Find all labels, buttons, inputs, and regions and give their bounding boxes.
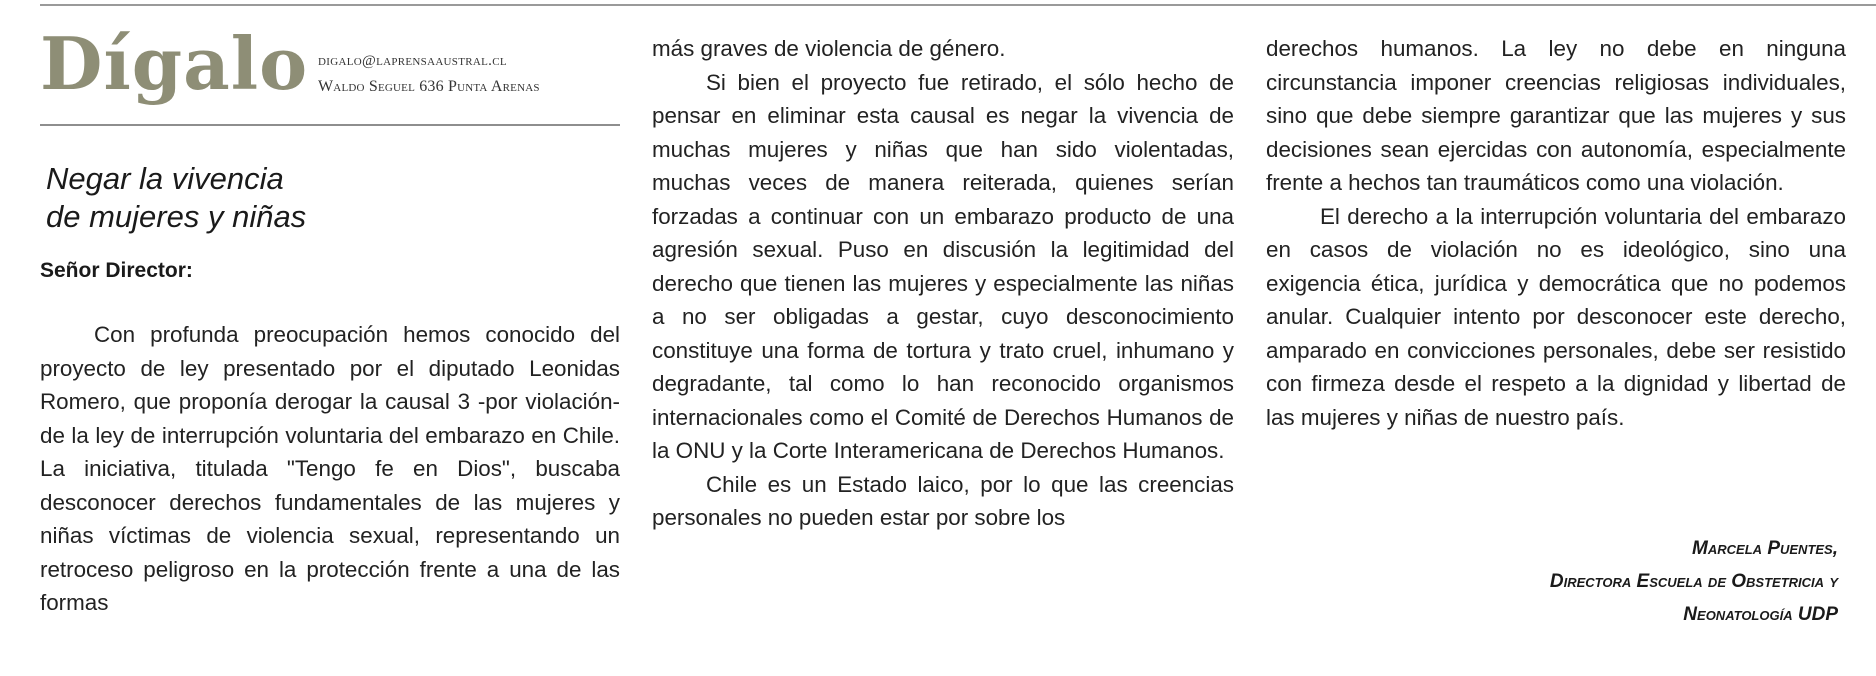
section-masthead	[40, 0, 620, 118]
paragraph: El derecho a la interrupción voluntaria del embarazo en casos de violación no es ideológico, sino una exigencia ética, jurídica y democrática que no podemos anular. Cualquier intento por desconocer este derecho, amparado en convicciones personales, debe ser resistido con firmeza desde el respeto a la dignidad y libertad de las mujeres y niñas de nuestro país.	[1266, 203, 1846, 430]
paragraph: Si bien el proyecto fue retirado, el sólo hecho de pensar en eliminar esta causal es negar la vivencia de muchas mujeres y niñas que han sido violentadas, muchas veces de manera reiterada, quienes serían forzadas a continuar con un embarazo producto de una agresión sexual. Puso en discusión la legitimidad del derecho que tienen las mujeres y especialmente las niñas a no ser obligadas a gestar, cuyo desconocimiento constituye una forma de tortura y trato cruel, inhumano y degradante, tal como lo han reconocido organismos internacionales como el Comité de Derechos Humanos de la ONU y la Corte Interamericana de Derechos Humanos.	[652, 69, 1234, 463]
signature-role-line-2: Neonatología UDP	[1683, 604, 1838, 625]
paragraph-continuation: más graves de violencia de género.	[652, 36, 1006, 61]
headline-line-2: de mujeres y niñas	[46, 199, 307, 234]
paragraph: Chile es un Estado laico, por lo que las creencias personales no pueden estar por sobre los	[652, 471, 1234, 530]
contact-address: Waldo Seguel 636 Punta Arenas	[318, 78, 540, 95]
column-1	[40, 0, 620, 615]
contact-email: digalo@laprensaaustral.cl	[318, 53, 507, 69]
masthead-rule	[40, 124, 620, 126]
letter-headline	[46, 160, 306, 236]
paragraph-continuation: derechos humanos. La ley no debe en ninguna circunstancia imponer creencias religiosas individuales, sino que debe siempre garantizar que las mujeres y sus decisiones sean ejercidas con autonomía, especialmente frente a hechos tan traumáticos como una violación.	[1266, 36, 1846, 195]
letter-signature	[1550, 532, 1838, 631]
paragraph: Con profunda preocupación hemos conocido del proyecto de ley presentado por el diputado Leonidas Romero, que proponía derogar la causal 3 -por violación- de la ley de interrupción voluntaria del embarazo en Chile. La iniciativa, titulada "Tengo fe en Dios", buscaba desconocer derechos fundamentales de las mujeres y niñas víctimas de violencia sexual, representando un retroceso peligroso en la protección frente a una de las formas	[40, 322, 620, 615]
body-column-1	[40, 318, 620, 620]
signature-name: Marcela Puentes,	[1692, 538, 1838, 559]
letter-greeting: Señor Director:	[40, 259, 193, 282]
section-title: Dígalo	[40, 21, 309, 106]
section-contact	[318, 52, 540, 98]
headline-line-1: Negar la vivencia	[46, 161, 284, 196]
body-column-3	[1266, 32, 1846, 434]
body-column-2	[652, 32, 1234, 535]
signature-role-line-1: Directora Escuela de Obstetricia y	[1549, 571, 1838, 592]
